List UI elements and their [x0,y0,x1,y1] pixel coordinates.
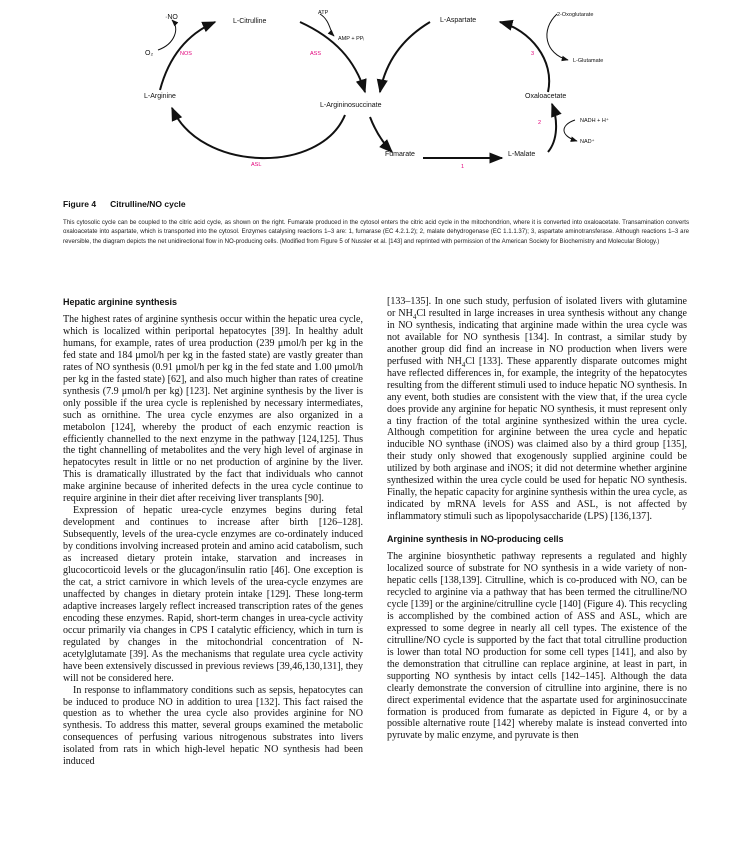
paragraph: In response to inflammatory conditions such as sepsis, hepatocytes can be induced to produce NO in addition to urea [132]. This fact raised the question as to whether the urea cycle also provides arginine for NO synthesis. To address this matter, several groups examined the metabolic consequences of perfusing various nitrogenous substrates into livers isolated from rats in which high-level hepatic NO synthesis had been induced [63,684,363,768]
arrow-argininosuccinate-to-arginine [172,108,345,158]
enzyme-asl: ASL [251,162,262,168]
branch-o2-to-no [158,20,176,50]
section-heading-no-producing: Arginine synthesis in NO-producing cells [387,534,564,545]
paragraph: [133–135]. In one such study, perfusion of isolated livers with glutamine or $NH_4Cl$ resulted in large increases in urea synthesis without any change in NO synthesis, indicating that arginine made within the urea cycle was not available for NO synthesis [134]. In contrast, a similar study by another group did find an increase in NO production when livers were perfused with $NH_4Cl$ [133]. These apparently disparate outcomes might have reflected differences in, for example, the integrity of the hepatocytes resulting from the different stimuli used to induce hepatic NO synthesis. In any event, both studies are consistent with the view that, if the urea cycle does provide any arginine for hepatic NO synthesis, it must represent only a tiny fraction of the total arginine synthesized within the urea cycle. Although competition for arginine between the urea cycle and hepatic inducible NO synthase (iNOS) was claimed also by a third group [135], their study only showed that exogenously supplied arginine could be utilized by both arginase and iNOS; it did not determine whether arginine synthesized within the urea cycle could be used for hepatic NO synthesis. Finally, the hepatic capacity for arginine synthesis within the urea cycle, as indicated by mRNA levels for ASS and ASL, is not affected by inflammatory stimuli such as lipopolysaccharide (LPS) [136,137]. [387,296,687,523]
label-oxoglutarate: 2-Oxoglutarate [557,12,594,18]
enzyme-3: 3 [531,51,535,57]
paragraph: The arginine biosynthetic pathway represents a regulated and highly localized source of substrate for NO synthesis in a wide variety of non-hepatic cells [138,139]. Citrulline, which is co-produced with NO, can be recycled to arginine via a pathway that has been termed the citrulline/NO cycle [139] or the arginine/citrulline cycle [140] (Figure 4). This recycling is accomplished by the combined action of ASS and ASL, which are expressed to some degree in nearly all cell types. The existence of the citrulline/NO cycle is supported by the fact that total citrulline production is lower than total NO production for some cell types [141], and also by the demonstration that citrulline can replace arginine, at least in part, in supporting NO synthesis by intact cells [142–145]. Although the data clearly demonstrate the conversion of citrulline into arginine, there is no direct experimental evidence that the aspartate used for argininosuccinate formation is produced from fumarate as depicted in Figure 4, or by a possible alternative route [142] whereby malate is instead converted into pyruvate by malic enzyme, and pyruvate is then [387,551,687,742]
label-amp: AMP + PPᵢ [338,36,365,42]
enzyme-nos: NOS [180,51,192,57]
figure-caption-title [63,199,186,209]
label-oxaloacetate: Oxaloacetate [525,93,567,100]
label-citrulline: L-Citrulline [233,18,267,25]
label-glutamate: L-Glutamate [573,58,604,64]
enzyme-1: 1 [461,164,465,170]
arrow-malate-to-oxaloacetate [548,104,556,152]
label-fumarate: Fumarate [385,151,415,158]
label-o2: O₂ [145,50,154,57]
branch-atp-to-amp [320,14,334,36]
label-aspartate: L-Aspartate [440,17,477,24]
paragraph: The highest rates of arginine synthesis occur within the hepatic urea cycle, which is localized within periportal hepatocytes [39]. In healthy adult humans, for example, rates of urea production (239 μmol/h per kg in the fed state and 184 μmol/h per kg in the fasted state) are vastly greater than rates of NO synthesis (0.91 μmol/h per kg in the fed state and 1.00 μmol/h per kg in the fasted state) [62], and also much higher than rates of creatine synthesis (7.9 μmol/h per kg) [123]. Net arginine synthesis by the liver is only possible if the urea cycle is replenished by necessary intermediates, such as ornithine. The urea cycle enzymes are also organized in a metabolon [124], whereby the product of each enzymic reaction is efficiently channelled to the next enzyme in the pathway [124,125]. Thus the tight channelling of metabolites and the very high level of arginase in hepatocytes result in little or no net production of arginine by the liver. This is dramatically illustrated by the fact that individuals who cannot make arginine because of inherited defects in the urea cycle continue to require arginine in their diet after receiving liver transplants [90]. [63,314,363,505]
section-heading-hepatic: Hepatic arginine synthesis [63,297,178,307]
branch-oxoglutarate-to-glutamate [547,14,568,60]
label-arginine: L-Arginine [144,93,176,100]
enzyme-2: 2 [538,120,542,126]
enzyme-ass: ASS [310,51,322,57]
label-atp: ATP [318,10,329,16]
label-malate: L-Malate [508,151,536,158]
arrow-argininosuccinate-to-fumarate [370,117,392,152]
arrow-citrulline-to-argininosuccinate [300,22,365,92]
citrulline-no-cycle-diagram [0,0,750,195]
paragraph: Expression of hepatic urea-cycle enzymes begins during fetal development and continues to increase after birth [126–128]. Subsequently, levels of the urea-cycle enzymes are co-ordinately induced by conditions involving increased protein and amino acid catabolism, such as increased dietary protein intake, starvation and increases in glucocorticoid levels or the glucagon/insulin ratio [46]. One exception is the cat, a strict carnivore in which levels of the urea-cycle enzymes are unaffected by changes in dietary protein intake [129]. These long-term adaptive increases largely reflect increased transcription rates of the genes encoding these enzymes. Rapid, short-term changes in urea-cycle activity occur primarily via changes in CPS I catalytic efficiency, which in turn is regulated by changes in the mitochondrial concentration of N-acetylglutamate [39]. As the mechanisms that regulate urea cycle activity have been extensively discussed in previous reviews [39,46,130,131], they will not be considered here. [63,505,363,684]
label-nadh: NADH + H⁺ [580,118,609,124]
right-column [387,296,687,742]
figure-title-text: Citrulline/NO cycle [110,199,186,209]
arrow-oxaloacetate-to-aspartate [500,22,549,92]
figure-caption: This cytosolic cycle can be coupled to the citric acid cycle, as shown on the right. Fumarate produced in the cytosol enters the citric acid cycle in the mitochondrion, where it is converted into oxaloacetate. Transamination converts oxaloacetate into aspartate, which is transported into the cytosol. Enzymes catalysing reactions 1–3 are: 1, fumarase (EC 4.2.1.2); 2, malate dehydrogenase (EC 1.1.1.37); 3, aspartate aminotransferase. Although reactions 1–3 are reversible, the diagram depicts the net unidirectional flow in NO-producing cells. (Modified from Figure 5 of Nussler et al. [143] and reprinted with permission of the American Society for Biochemistry and Molecular Biology.) [63,219,689,245]
branch-nadh-to-nad [564,120,577,141]
label-argininosuccinate: L-Argininosuccinate [320,102,382,109]
figure-number: Figure 4 [63,199,97,209]
label-nad: NAD⁺ [580,139,595,145]
arrow-aspartate-to-argininosuccinate [380,22,430,92]
label-no: ·NO [165,14,178,21]
left-column [63,296,363,768]
